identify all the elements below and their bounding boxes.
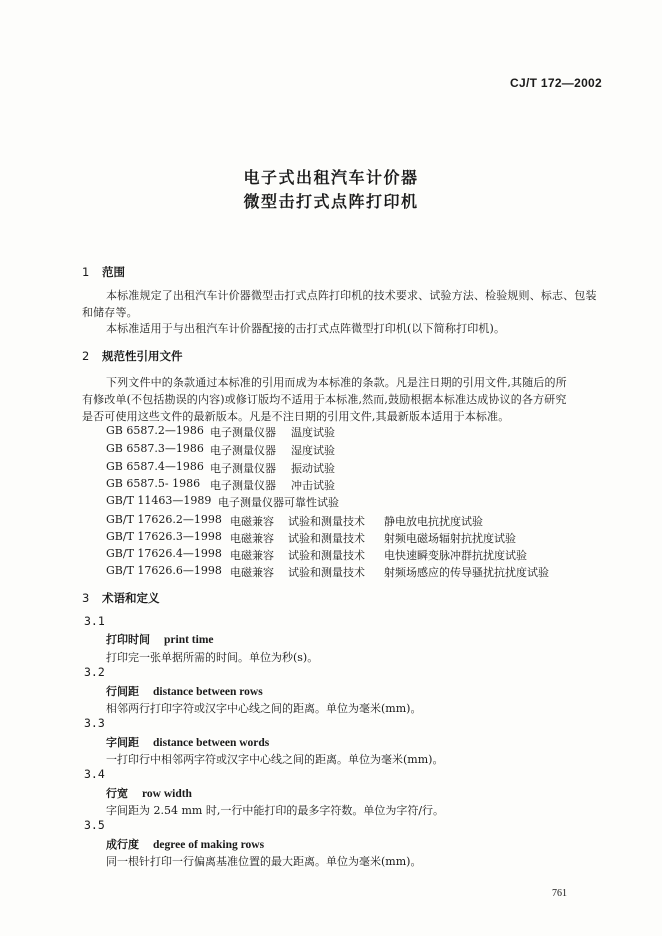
ref-category: 电子测量仪器 [210, 426, 276, 439]
term-definition: 打印完一张单据所需的时间。单位为秒(s)。 [106, 651, 319, 664]
standard-code: CJ/T 172—2002 [510, 76, 602, 90]
ref-category: 电磁兼容 [230, 566, 274, 579]
term-en: row width [142, 788, 192, 800]
term-heading [106, 785, 192, 801]
ref-code: GB 6587.4—1986 [106, 460, 204, 473]
ref-title: 静电放电抗扰度试验 [384, 515, 483, 528]
ref-code: GB/T 17626.2—1998 [106, 513, 222, 526]
term-definition: 字间距为 2.54 mm 时,一行中能打印的最多字符数。单位为字符/行。 [106, 804, 445, 817]
ref-code: GB/T 17626.6—1998 [106, 564, 222, 577]
ref-category: 电子测量仪器 [210, 462, 276, 475]
ref-subcategory: 试验和测量技术 [288, 549, 365, 562]
ref-code: GB/T 11463—1989 [106, 494, 212, 507]
term-definition: 同一根针打印一行偏离基准位置的最大距离。单位为毫米(mm)。 [106, 855, 422, 868]
term-cn: 打印时间 [106, 633, 150, 646]
term-cn: 行宽 [106, 787, 128, 800]
ref-subcategory: 试验和测量技术 [288, 532, 365, 545]
term-definition: 相邻两行打印字符或汉字中心线之间的距离。单位为毫米(mm)。 [106, 702, 422, 715]
section-number: 1 [82, 265, 90, 279]
term-cn: 字间距 [106, 736, 139, 749]
ref-code: GB 6587.2—1986 [106, 424, 204, 437]
ref-code: GB 6587.3—1986 [106, 442, 204, 455]
ref-title: 电快速瞬变脉冲群抗扰度试验 [384, 549, 527, 562]
term-en: print time [164, 634, 214, 646]
document-title-line1: 电子式出租汽车计价器 [243, 168, 419, 187]
section-3-heading [82, 590, 160, 606]
section-title: 术语和定义 [102, 591, 160, 605]
page-number: 761 [552, 888, 567, 899]
term-en: distance between rows [153, 686, 263, 698]
section-title: 规范性引用文件 [102, 349, 183, 363]
clause-number: 3.5 [84, 818, 105, 832]
section-number: 2 [82, 349, 90, 363]
ref-title: 冲击试验 [291, 479, 335, 492]
paragraph-line: 有修改单(不包括勘误的内容)或修订版均不适用于本标准,然而,鼓励根据本标准达成协议的各方研究 [82, 393, 567, 406]
term-heading [106, 734, 269, 750]
clause-number: 3.3 [84, 716, 105, 730]
paragraph-line: 本标准适用于与出租汽车计价器配接的击打式点阵微型打印机(以下简称打印机)。 [106, 322, 506, 335]
clause-number: 3.1 [84, 614, 105, 628]
ref-subcategory: 试验和测量技术 [288, 566, 365, 579]
section-title: 范围 [102, 265, 125, 279]
ref-title: 湿度试验 [291, 444, 335, 457]
clause-number: 3.2 [84, 665, 105, 679]
term-heading [106, 631, 214, 647]
paragraph-line: 下列文件中的条款通过本标准的引用而成为本标准的条款。凡是注日期的引用文件,其随后的所 [106, 376, 567, 389]
section-2-heading [82, 348, 183, 364]
term-cn: 成行度 [106, 838, 139, 851]
term-en: distance between words [153, 737, 270, 749]
ref-category: 电子测量仪器 [210, 479, 276, 492]
term-definition: 一打印行中相邻两字符或汉字中心线之间的距离。单位为毫米(mm)。 [106, 753, 444, 766]
term-en: degree of making rows [153, 839, 265, 851]
term-heading [106, 683, 263, 699]
ref-code: GB 6587.5- 1986 [106, 477, 201, 490]
ref-category: 电磁兼容 [230, 515, 274, 528]
document-title-line2: 微型击打式点阵打印机 [243, 192, 419, 211]
paragraph-line: 是否可使用这些文件的最新版本。凡是不注日期的引用文件,其最新版本适用于本标准。 [82, 410, 510, 423]
ref-title: 电子测量仪器可靠性试验 [218, 496, 339, 509]
ref-title: 振动试验 [291, 462, 335, 475]
clause-number: 3.4 [84, 767, 105, 781]
ref-code: GB/T 17626.4—1998 [106, 547, 222, 560]
paragraph-line: 和储存等。 [82, 306, 138, 319]
ref-title: 射频电磁场辐射抗扰度试验 [384, 532, 516, 545]
ref-category: 电子测量仪器 [210, 444, 276, 457]
ref-code: GB/T 17626.3—1998 [106, 530, 222, 543]
section-number: 3 [82, 591, 90, 605]
ref-title: 射频场感应的传导骚扰抗扰度试验 [384, 566, 549, 579]
term-heading [106, 836, 264, 852]
ref-subcategory: 试验和测量技术 [288, 515, 365, 528]
ref-title: 温度试验 [291, 426, 335, 439]
term-cn: 行间距 [106, 685, 139, 698]
ref-category: 电磁兼容 [230, 532, 274, 545]
ref-category: 电磁兼容 [230, 549, 274, 562]
section-1-heading [82, 264, 125, 280]
paragraph-line: 本标准规定了出租汽车计价器微型击打式点阵打印机的技术要求、试验方法、检验规则、标志、包装 [106, 289, 597, 302]
